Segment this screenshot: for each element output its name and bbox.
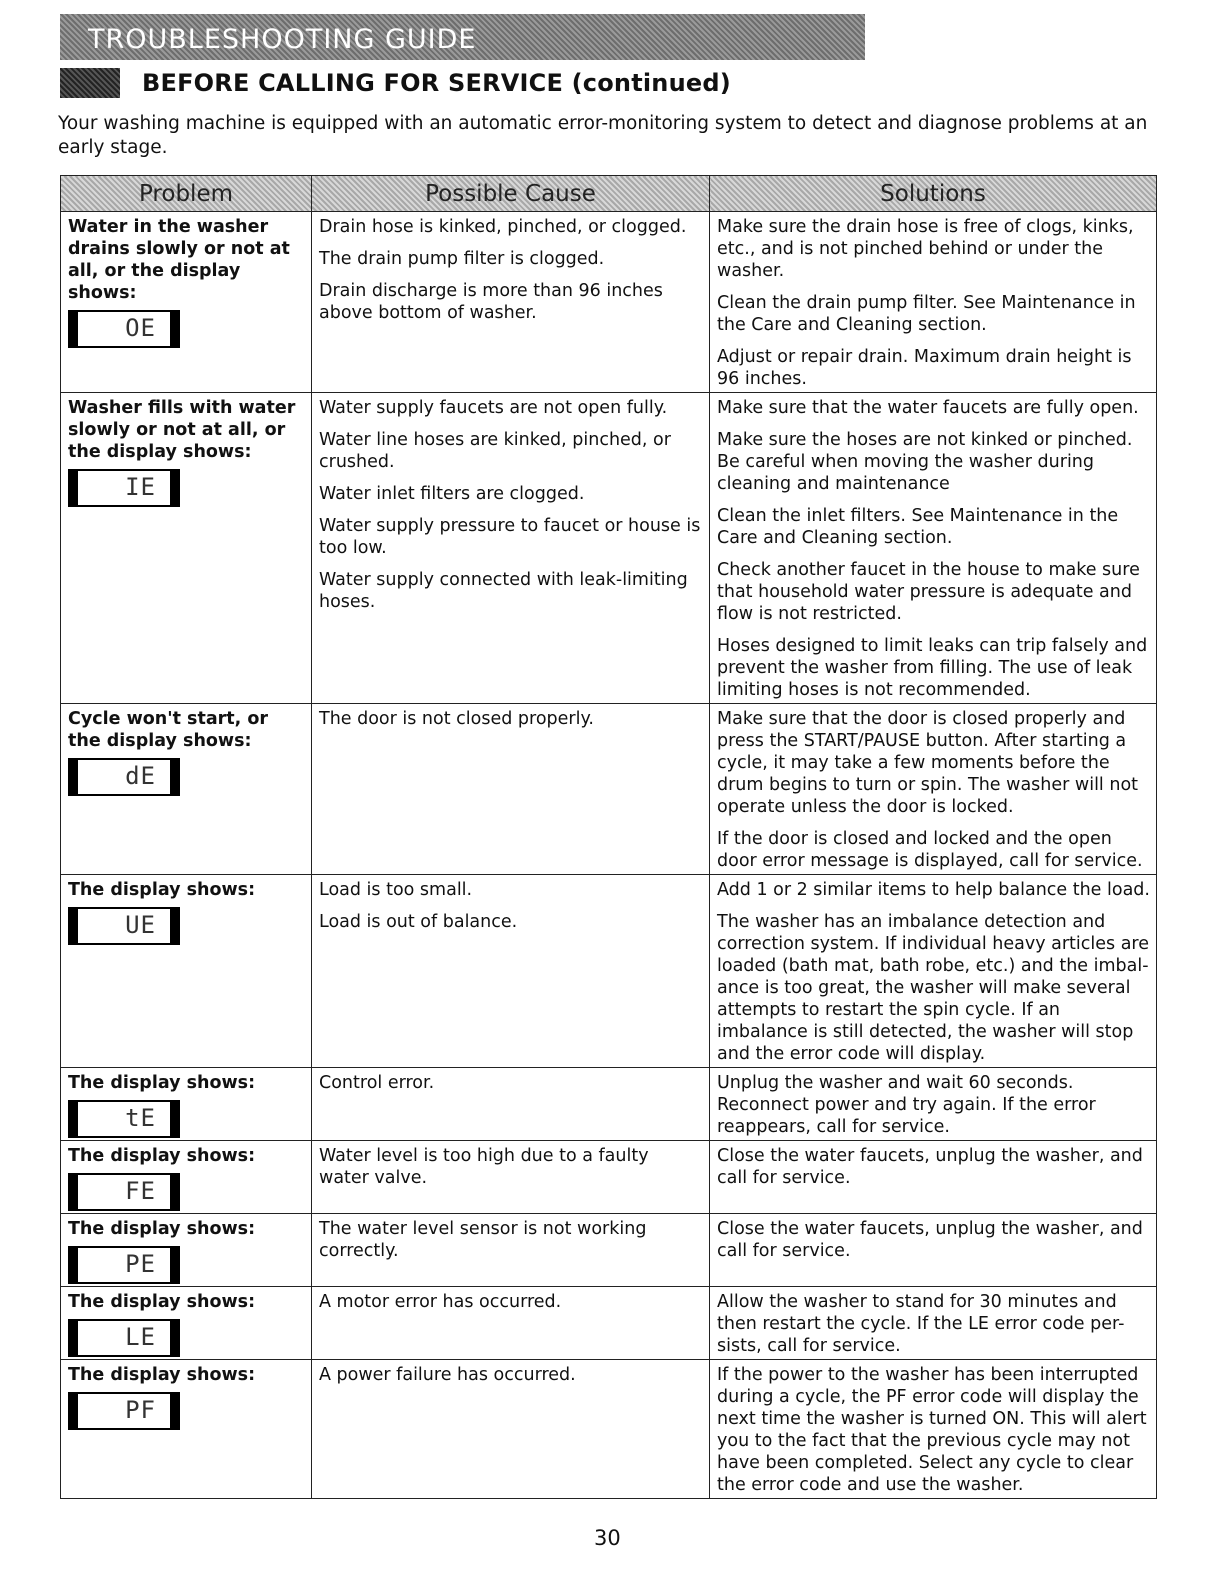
solution-item: Make sure that the water faucets are fully open.: [717, 398, 1139, 418]
cause-item: The door is not closed properly.: [319, 709, 594, 729]
error-code: PF: [125, 1396, 156, 1424]
problem-cell: [61, 1214, 312, 1287]
error-code: OE: [125, 314, 156, 342]
solution-cell: [710, 875, 1157, 1068]
error-code: FE: [125, 1177, 156, 1205]
cause-item: Water line hoses are kinked, pinched, or crushed.: [319, 430, 671, 472]
solution-item: Hoses designed to limit leaks can trip falsely and prevent the washer from filling. The use of leak limiting hoses is not recommended.: [717, 636, 1148, 700]
problem-cell: [61, 875, 312, 1068]
section-marker-block: [60, 68, 120, 98]
table-row: [61, 1141, 1157, 1214]
problem-text: The display shows:: [68, 1073, 256, 1093]
section-heading: [60, 66, 731, 100]
error-code-display: [68, 469, 180, 507]
table-row: [61, 1214, 1157, 1287]
problem-cell: [61, 1068, 312, 1141]
solution-cell: [710, 1360, 1157, 1499]
solution-item: Make sure the drain hose is free of clogs, kinks, etc., and is not pinched behind or under the washer.: [717, 217, 1134, 281]
solution-item: The washer has an imbalance detection and correction system. If individual heavy articles are loaded (bath mat, bath robe, etc.) and the imbal-ance is too great, the washer will make several attempts to restart the spin cycle. If an imbalance is still detected, the washer will stop and the error code will display.: [717, 912, 1149, 1064]
cause-cell: [312, 393, 710, 704]
solution-item: Add 1 or 2 similar items to help balance the load.: [717, 880, 1150, 900]
header-solutions: Solutions: [710, 176, 1157, 212]
solution-cell: [710, 1141, 1157, 1214]
error-code: tE: [125, 1104, 156, 1132]
cause-item: Load is too small.: [319, 880, 473, 900]
section-title: BEFORE CALLING FOR SERVICE (continued): [142, 69, 731, 97]
table-row: [61, 1360, 1157, 1499]
solution-cell: [710, 1287, 1157, 1360]
problem-text: The display shows:: [68, 1365, 256, 1385]
cause-cell: [312, 875, 710, 1068]
error-code: PE: [125, 1250, 156, 1278]
solution-cell: [710, 1214, 1157, 1287]
problem-text: The display shows:: [68, 880, 256, 900]
problem-text: Cycle won't start, or the display shows:: [68, 709, 269, 751]
solution-cell: [710, 212, 1157, 393]
solution-item: Close the water faucets, unplug the washer, and call for service.: [717, 1146, 1143, 1188]
table-row: [61, 212, 1157, 393]
error-code-display: [68, 1392, 180, 1430]
error-code-display: [68, 1100, 180, 1138]
problem-cell: [61, 393, 312, 704]
table-header-row: [61, 176, 1157, 212]
cause-item: Water inlet filters are clogged.: [319, 484, 585, 504]
problem-text: The display shows:: [68, 1219, 256, 1239]
solution-item: Make sure the hoses are not kinked or pinched. Be careful when moving the washer during cleaning and maintenance: [717, 430, 1133, 494]
solution-item: Unplug the washer and wait 60 seconds. Reconnect power and try again. If the error reappears, call for service.: [717, 1073, 1096, 1137]
cause-item: A motor error has occurred.: [319, 1292, 562, 1312]
cause-item: A power failure has occurred.: [319, 1365, 576, 1385]
table-row: [61, 1068, 1157, 1141]
error-code-display: [68, 907, 180, 945]
table-row: [61, 393, 1157, 704]
table-row: [61, 875, 1157, 1068]
solution-item: Make sure that the door is closed properly and press the START/PAUSE button. After starting a cycle, it may take a few moments before the drum begins to turn or spin. The washer will not operate unless the door is locked.: [717, 709, 1139, 817]
solution-cell: [710, 1068, 1157, 1141]
header-possible-cause: Possible Cause: [312, 176, 710, 212]
solution-item: Close the water faucets, unplug the washer, and call for service.: [717, 1219, 1143, 1261]
intro-paragraph: Your washing machine is equipped with an automatic error-monitoring system to detect and diagnose problems at an early stage.: [58, 113, 1148, 158]
table-row: [61, 704, 1157, 875]
cause-cell: [312, 704, 710, 875]
error-code: dE: [125, 762, 156, 790]
solution-item: Clean the inlet filters. See Maintenance in the Care and Cleaning section.: [717, 506, 1119, 548]
cause-cell: [312, 1068, 710, 1141]
solution-item: Allow the washer to stand for 30 minutes and then restart the cycle. If the LE error code per-sists, call for service.: [717, 1292, 1125, 1356]
cause-cell: [312, 1287, 710, 1360]
solution-cell: [710, 393, 1157, 704]
error-code: UE: [125, 911, 156, 939]
cause-cell: [312, 1141, 710, 1214]
cause-item: Water supply faucets are not open fully.: [319, 398, 668, 418]
solution-item: Clean the drain pump filter. See Maintenance in the Care and Cleaning section.: [717, 293, 1136, 335]
cause-item: Drain hose is kinked, pinched, or clogged.: [319, 217, 687, 237]
page-number: 30: [594, 1526, 621, 1550]
cause-item: Drain discharge is more than 96 inches above bottom of washer.: [319, 281, 663, 323]
guide-banner: TROUBLESHOOTING GUIDE: [60, 14, 865, 60]
problem-text: The display shows:: [68, 1146, 256, 1166]
error-code-display: [68, 1173, 180, 1211]
cause-item: Load is out of balance.: [319, 912, 518, 932]
problem-cell: [61, 1141, 312, 1214]
cause-item: Control error.: [319, 1073, 435, 1093]
cause-cell: [312, 212, 710, 393]
solution-cell: [710, 704, 1157, 875]
problem-cell: [61, 704, 312, 875]
problem-text: Washer fills with water slowly or not at all, or the display shows:: [68, 398, 296, 462]
cause-item: Water level is too high due to a faulty water valve.: [319, 1146, 649, 1188]
table-row: [61, 1287, 1157, 1360]
solution-item: Adjust or repair drain. Maximum drain height is 96 inches.: [717, 347, 1132, 389]
cause-item: The water level sensor is not working correctly.: [319, 1219, 647, 1261]
solution-item: Check another faucet in the house to make sure that household water pressure is adequate and flow is not restricted.: [717, 560, 1140, 624]
cause-item: The drain pump filter is clogged.: [319, 249, 605, 269]
error-code-display: [68, 1246, 180, 1284]
cause-item: Water supply pressure to faucet or house is too low.: [319, 516, 701, 558]
error-code-display: [68, 1319, 180, 1357]
cause-item: Water supply connected with leak-limiting hoses.: [319, 570, 688, 612]
error-code: LE: [125, 1323, 156, 1351]
troubleshooting-table: [60, 175, 1157, 1499]
problem-text: Water in the washer drains slowly or not at all, or the display shows:: [68, 217, 290, 303]
error-code-display: [68, 758, 180, 796]
cause-cell: [312, 1214, 710, 1287]
solution-item: If the power to the washer has been interrupted during a cycle, the PF error code will display the next time the washer is turned ON. This will alert you to the fact that the previous cycle may not have been completed. Select any cycle to clear the error code and use the washer.: [717, 1365, 1147, 1495]
solution-item: If the door is closed and locked and the open door error message is displayed, call for service.: [717, 829, 1143, 871]
error-code: IE: [125, 473, 156, 501]
problem-cell: [61, 212, 312, 393]
problem-cell: [61, 1360, 312, 1499]
problem-cell: [61, 1287, 312, 1360]
header-problem: Problem: [61, 176, 312, 212]
error-code-display: [68, 310, 180, 348]
problem-text: The display shows:: [68, 1292, 256, 1312]
cause-cell: [312, 1360, 710, 1499]
